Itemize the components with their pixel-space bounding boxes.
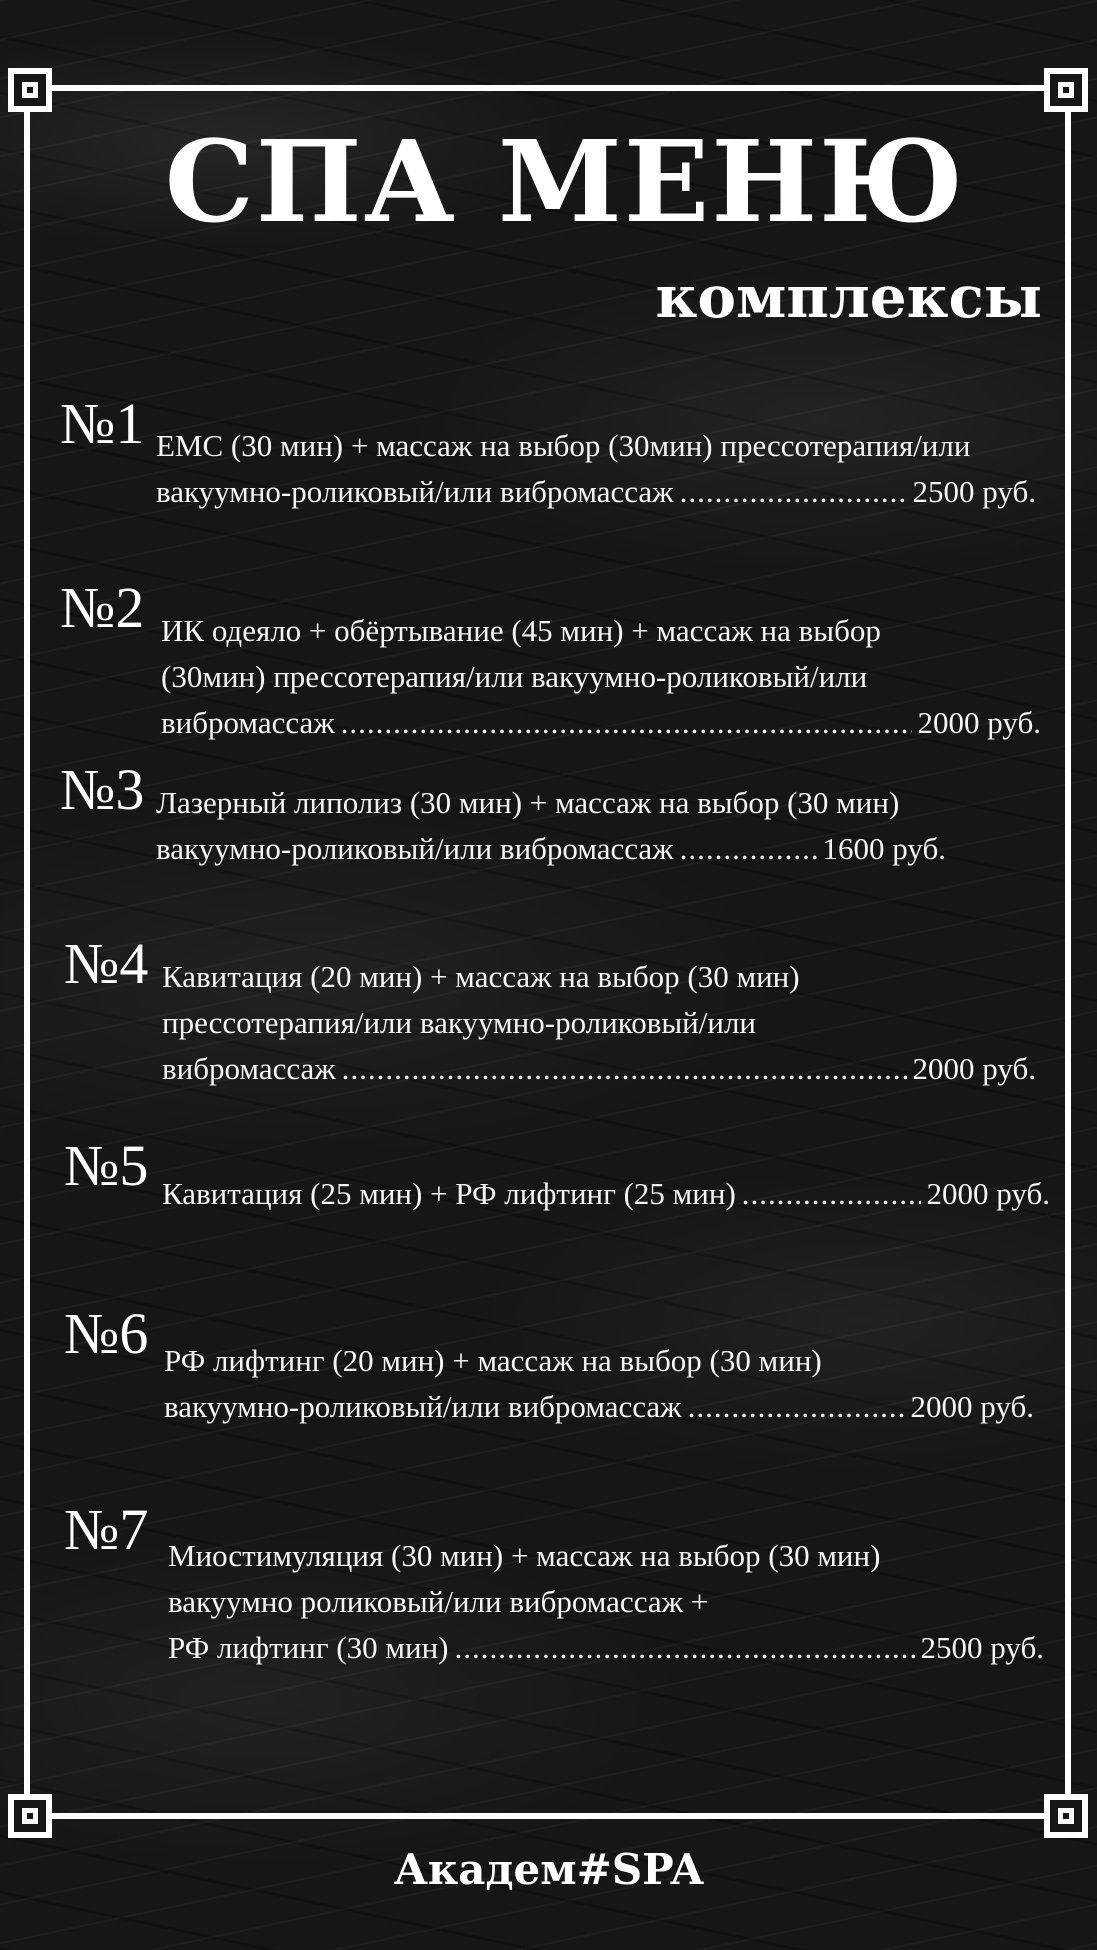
item-price-line <box>162 1046 1036 1092</box>
dot-leader <box>454 1625 914 1671</box>
corner-ornament-icon <box>1044 68 1088 112</box>
item-number: №2 <box>60 575 145 640</box>
item-line: вибромассаж <box>161 705 335 740</box>
page-title: СПА МЕНЮ <box>164 117 966 248</box>
item-price: 1600 руб. <box>822 831 946 866</box>
item-line: EMC (30 мин) + массаж на выбор (30мин) прессотерапия/или <box>156 428 971 463</box>
item-line: вибромассаж <box>162 1051 336 1086</box>
dot-leader <box>341 700 912 746</box>
item-number: №3 <box>60 757 145 822</box>
item-line: РФ лифтинг (20 мин) + массаж на выбор (30 мин) <box>164 1343 822 1378</box>
item-number: №4 <box>64 931 149 996</box>
item-number: №5 <box>64 1133 149 1198</box>
item-price-line <box>168 1625 1044 1671</box>
item-line: Миостимуляция (30 мин) + массаж на выбор (30 мин) <box>168 1538 881 1573</box>
item-description <box>161 608 1041 746</box>
item-line: (30мин) прессотерапия/или вакуумно-роликовый/или <box>161 659 868 694</box>
item-number: №6 <box>64 1301 149 1366</box>
item-description <box>164 1338 1044 1430</box>
dot-leader <box>680 826 817 872</box>
item-price-line <box>164 1384 1034 1430</box>
brand-footer: Академ#SPA <box>393 1845 704 1894</box>
dot-leader <box>342 1046 907 1092</box>
item-price: 2000 руб. <box>910 1389 1034 1424</box>
corner-ornament-icon <box>8 68 52 112</box>
item-price-line <box>162 1171 1050 1217</box>
item-line: РФ лифтинг (30 мин) <box>168 1630 449 1665</box>
dot-leader <box>680 469 907 515</box>
item-line: вакуумно-роликовый/или вибромассаж <box>164 1389 682 1424</box>
item-line: Кавитация (25 мин) + РФ лифтинг (25 мин) <box>162 1176 736 1211</box>
item-description <box>162 1171 1050 1217</box>
item-price: 2000 руб. <box>917 705 1041 740</box>
item-number: №1 <box>60 391 145 456</box>
dot-leader <box>742 1171 921 1217</box>
page-subtitle: комплексы <box>655 263 1042 331</box>
item-price-line <box>156 826 946 872</box>
item-description <box>168 1533 1048 1671</box>
item-number: №7 <box>64 1497 149 1562</box>
item-description <box>156 780 1036 872</box>
dot-leader <box>688 1384 905 1430</box>
corner-ornament-icon <box>1044 1794 1088 1838</box>
item-description <box>162 954 1042 1092</box>
item-line: вакуумно-роликовый/или вибромассаж <box>156 831 674 866</box>
item-line: вакуумно-роликовый/или вибромассаж <box>156 474 674 509</box>
item-description <box>156 423 1036 515</box>
item-price-line <box>161 700 1041 746</box>
item-price: 2000 руб. <box>912 1051 1036 1086</box>
item-price-line <box>156 469 1036 515</box>
item-price: 2500 руб. <box>912 474 1036 509</box>
item-price: 2000 руб. <box>926 1176 1050 1211</box>
item-line: ИК одеяло + обёртывание (45 мин) + массаж на выбор <box>161 613 881 648</box>
item-line: Лазерный липолиз (30 мин) + массаж на выбор (30 мин) <box>156 785 900 820</box>
item-line: вакуумно роликовый/или вибромассаж + <box>168 1584 709 1619</box>
item-price: 2500 руб. <box>920 1630 1044 1665</box>
corner-ornament-icon <box>8 1794 52 1838</box>
item-line: Кавитация (20 мин) + массаж на выбор (30 мин) <box>162 959 800 994</box>
item-line: прессотерапия/или вакуумно-роликовый/или <box>162 1005 757 1040</box>
